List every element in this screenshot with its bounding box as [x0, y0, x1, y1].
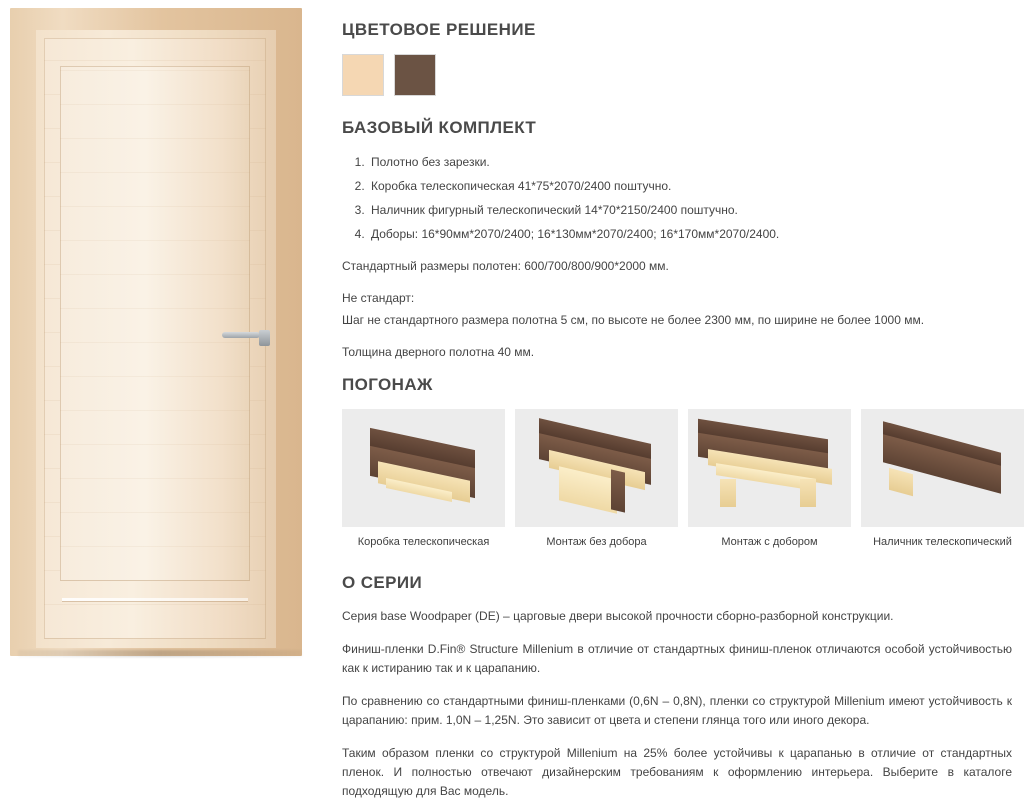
gallery-caption: Монтаж без добора: [546, 536, 647, 548]
pogonazh-image-mount-with-extension: [688, 409, 851, 527]
gallery-caption: Наличник телескопический: [873, 536, 1012, 548]
gallery-item-casing[interactable]: [861, 409, 1024, 549]
gallery-item-frame[interactable]: [342, 409, 505, 549]
gallery-caption: Монтаж с добором: [721, 536, 818, 548]
paragraph: Серия base Woodpaper (DE) – царговые двери высокой прочности сборно-разборной конструкции.: [342, 609, 894, 623]
swatch-light-beige[interactable]: [342, 54, 384, 96]
standard-sizes-text: Стандартный размеры полотен: 600/700/800/900*2000 мм.: [342, 259, 669, 273]
door-image: [0, 0, 330, 758]
list-item: 2. Коробка телескопическая 41*75*2070/2400 поштучно.: [368, 176, 1012, 197]
section-title-kit: БАЗОВЫЙ КОМПЛЕКТ: [342, 118, 537, 137]
paragraph: Финиш-пленки D.Fin® Structure Millenium в отличие от стандартных финиш-пленок отличаются особой устойчивостью как к истиранию так и к царапанию.: [342, 642, 1012, 675]
list-item: 3. Наличник фигурный телескопический 14*70*2150/2400 поштучно.: [368, 200, 1012, 221]
swatch-dark-wenge[interactable]: [394, 54, 436, 96]
nonstandard-label: Не стандарт:: [342, 291, 415, 305]
gallery-item-mount-no-extension[interactable]: [515, 409, 678, 549]
door-panel: [60, 66, 250, 581]
thickness-text: Толщина дверного полотна 40 мм.: [342, 345, 535, 359]
section-title-about: О СЕРИИ: [342, 573, 423, 592]
list-item: 1. Полотно без зарезки.: [368, 152, 1012, 173]
nonstandard-text: Шаг не стандартного размера полотна 5 см, по высоте не более 2300 мм, по ширине не более 1000 мм.: [342, 313, 925, 327]
pogonazh-image-mount-no-extension: [515, 409, 678, 527]
door-groove: [62, 598, 248, 601]
paragraph: По сравнению со стандартными финиш-пленками (0,6N – 0,8N), пленки со структурой Millenium имеют устойчивость к царапанию: прим. 1,0N – 1,25N. Это зависит от цвета и степени глянца того или иного декора.: [342, 694, 1012, 727]
list-item: 4. Доборы: 16*90мм*2070/2400; 16*130мм*2070/2400; 16*170мм*2070/2400.: [368, 224, 1012, 245]
about-series-text: [342, 607, 1012, 801]
section-title-pogonazh: ПОГОНАЖ: [342, 375, 433, 394]
door-shadow: [18, 650, 302, 657]
gallery-item-mount-with-extension[interactable]: [688, 409, 851, 549]
door-frame-outer: [10, 8, 302, 656]
kit-list: [342, 152, 1012, 245]
pogonazh-image-casing: [861, 409, 1024, 527]
pogonazh-image-frame: [342, 409, 505, 527]
color-swatch-list: [342, 54, 1012, 96]
door-handle-icon: [222, 330, 270, 346]
pogonazh-gallery: [342, 409, 1012, 549]
gallery-caption: Коробка телескопическая: [357, 536, 490, 548]
paragraph: Таким образом пленки со структурой Millenium на 25% более устойчивы к царапанью в отличие от стандартных пленок. И полностью отвечают дизайнерским требованиям к оформлению интерьера. Выберите в каталоге подходящую для Вас модель.: [342, 746, 1012, 798]
product-details: [330, 0, 1024, 798]
section-title-color: ЦВЕТОВОЕ РЕШЕНИЕ: [342, 20, 536, 39]
